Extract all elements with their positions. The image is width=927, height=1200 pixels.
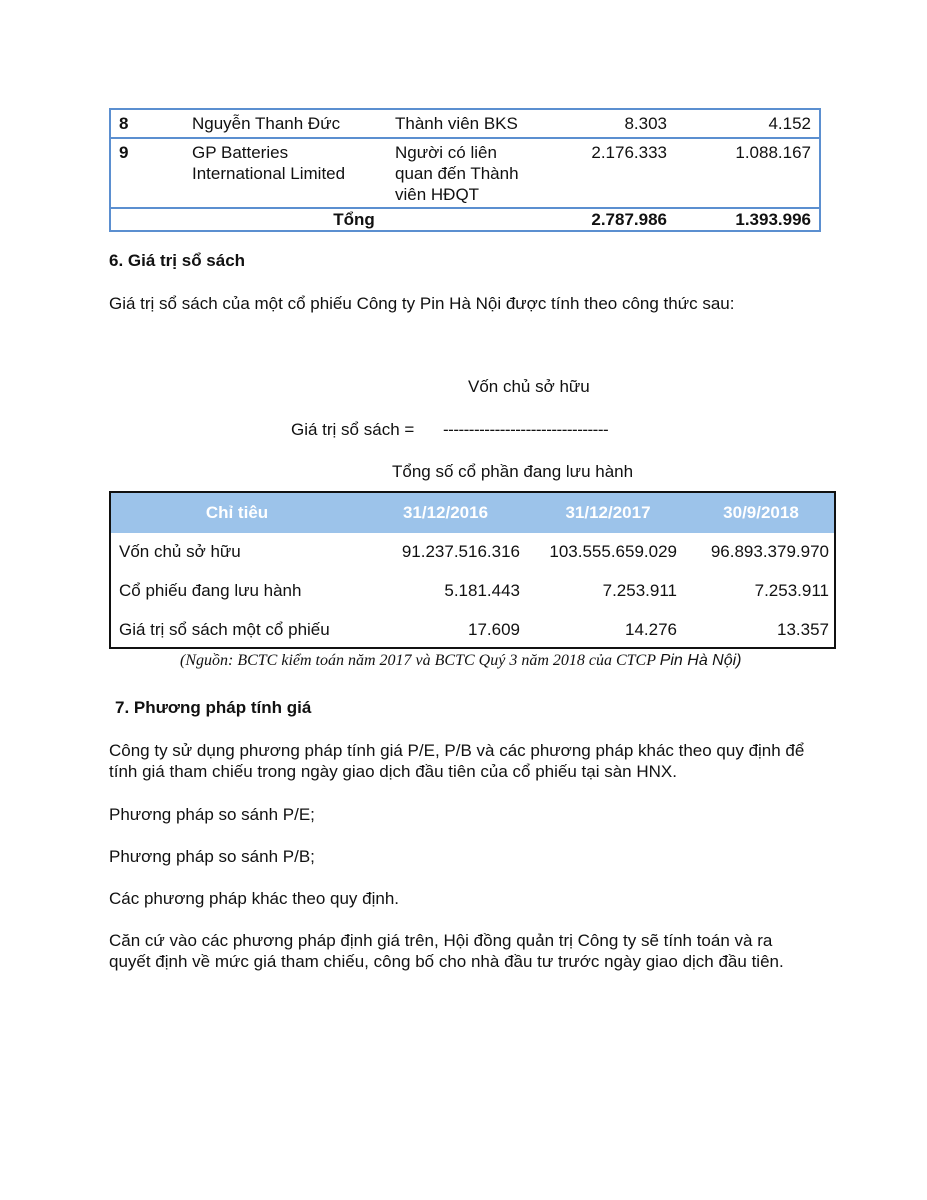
book-value-table (109, 491, 836, 649)
shareholder-role: Thành viên BKS (387, 109, 545, 138)
value-2016: 91.237.516.316 (401, 542, 520, 561)
paragraph: Các phương pháp khác theo quy định. (109, 889, 400, 908)
paragraph: Công ty sử dụng phương pháp tính giá P/E, P/B và các phương pháp khác theo quy định để tính giá tham chiếu trong ngày giao dịch đầu tiên của cổ phiếu tại sàn HNX. (109, 741, 805, 781)
header-2017: 31/12/2017 (565, 503, 651, 522)
source-company: Pin Hà Nội) (659, 652, 742, 669)
header-2016: 31/12/2016 (402, 503, 489, 522)
row-label: Cổ phiếu đang lưu hành (119, 581, 302, 600)
table-row (111, 572, 834, 611)
formula-divider: -------------------------------- (443, 420, 609, 439)
table-row (111, 611, 834, 650)
formula-numerator: Vốn chủ sở hữu (468, 377, 590, 396)
shares-value: 8.303 (545, 109, 675, 138)
amount-value: 1.088.167 (675, 138, 820, 208)
value-2016: 17.609 (468, 620, 520, 639)
section-6-intro: Giá trị sổ sách của một cổ phiếu Công ty Pin Hà Nội được tính theo công thức sau: (109, 294, 735, 313)
total-label: Tổng (110, 208, 545, 231)
header-indicator: Chỉ tiêu (205, 503, 269, 522)
row-number: 8 (110, 109, 184, 138)
formula-lhs: Giá trị sổ sách = (291, 420, 415, 439)
paragraph: Căn cứ vào các phương pháp định giá trên, Hội đồng quản trị Công ty sẽ tính toán và ra quyết định về mức giá tham chiếu, công bố cho nhà đầu tư trước ngày giao dịch đầu tiên. (109, 931, 784, 971)
shareholders-table (109, 108, 821, 232)
value-2018: 13.357 (777, 620, 829, 639)
row-number: 9 (110, 138, 184, 208)
paragraph: Phương pháp so sánh P/B; (109, 847, 315, 866)
table-source-note (180, 652, 742, 670)
value-2017: 7.253.911 (602, 581, 677, 600)
table-row (110, 138, 820, 208)
shareholder-name: GP Batteries International Limited (184, 138, 387, 208)
shares-value: 2.176.333 (545, 138, 675, 208)
total-shares: 2.787.986 (545, 208, 675, 231)
shareholder-name: Nguyễn Thanh Đức (184, 109, 387, 138)
source-text: (Nguồn: BCTC kiểm toán năm 2017 và BCTC Quý 3 năm 2018 của CTCP (180, 652, 660, 669)
section-6-heading: 6. Giá trị sổ sách (109, 251, 246, 270)
row-label: Giá trị sổ sách một cổ phiếu (119, 620, 330, 639)
paragraph: Phương pháp so sánh P/E; (109, 805, 315, 824)
value-2018: 7.253.911 (754, 581, 829, 600)
value-2018: 96.893.379.970 (710, 542, 829, 561)
value-2017: 103.555.659.029 (549, 542, 677, 561)
total-row (110, 208, 820, 231)
total-amount: 1.393.996 (675, 208, 820, 231)
header-2018: 30/9/2018 (723, 503, 799, 522)
section-7-heading: 7. Phương pháp tính giá (115, 698, 312, 717)
shareholder-role: Người có liên quan đến Thành viên HĐQT (387, 138, 545, 208)
table-row (111, 533, 834, 572)
row-label: Vốn chủ sở hữu (119, 542, 241, 561)
table-header (111, 493, 834, 533)
formula-denominator: Tổng số cổ phần đang lưu hành (392, 462, 634, 481)
value-2017: 14.276 (625, 620, 677, 639)
amount-value: 4.152 (675, 109, 820, 138)
table-row (110, 109, 820, 138)
value-2016: 5.181.443 (444, 581, 520, 600)
